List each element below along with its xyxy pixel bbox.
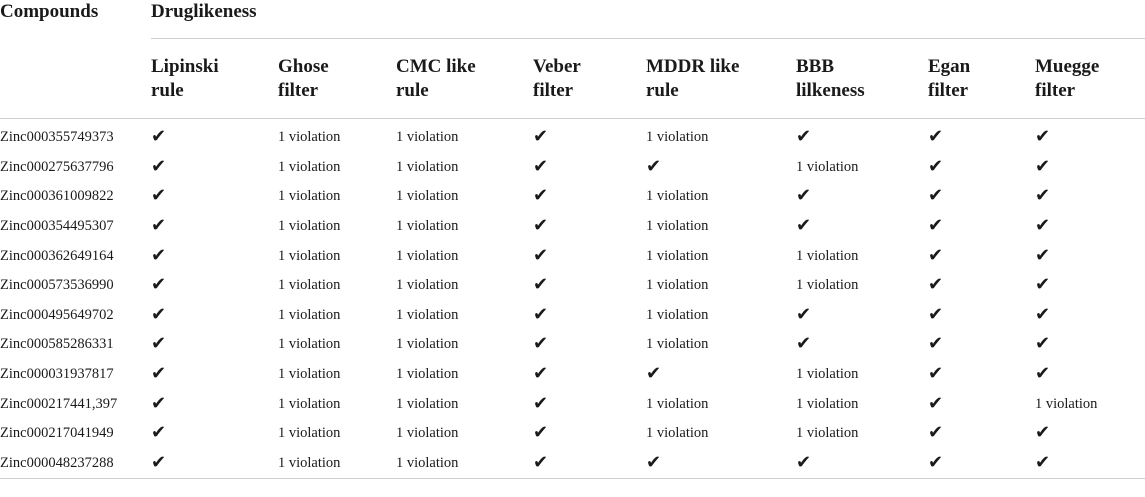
compound-id: Zinc000355749373 bbox=[0, 129, 114, 146]
pass-cell bbox=[928, 419, 1035, 449]
check-icon: ✔ bbox=[1035, 422, 1051, 444]
compound-id: Zinc000362649164 bbox=[0, 247, 114, 264]
check-icon: ✔ bbox=[928, 244, 944, 266]
pass-cell bbox=[151, 419, 278, 449]
rule-header-line: Lipinski bbox=[151, 56, 219, 77]
violation-cell: 1 violation bbox=[396, 449, 533, 479]
rule-header-line: BBB bbox=[796, 56, 835, 77]
check-icon: ✔ bbox=[646, 451, 662, 473]
pass-cell bbox=[151, 153, 278, 183]
pass-cell bbox=[928, 271, 1035, 301]
pass-cell bbox=[928, 153, 1035, 183]
compound-id: Zinc000585286331 bbox=[0, 336, 114, 353]
check-icon: ✔ bbox=[533, 333, 549, 355]
compound-id: Zinc000354495307 bbox=[0, 218, 114, 235]
pass-cell bbox=[151, 301, 278, 331]
violation-cell: 1 violation bbox=[396, 395, 459, 412]
pass-cell bbox=[151, 212, 278, 242]
pass-cell bbox=[796, 330, 928, 360]
check-icon: ✔ bbox=[928, 303, 944, 325]
pass-cell bbox=[1035, 419, 1145, 449]
compound-id: Zinc000361009822 bbox=[0, 188, 114, 205]
violation-cell: 1 violation bbox=[278, 336, 341, 353]
rule-header-6 bbox=[928, 39, 1035, 119]
check-icon: ✔ bbox=[928, 155, 944, 177]
violation-cell: 1 violation bbox=[646, 188, 709, 205]
violation-cell: 1 violation bbox=[396, 277, 459, 294]
pass-cell bbox=[533, 389, 646, 419]
check-icon: ✔ bbox=[151, 215, 167, 237]
pass-cell bbox=[1035, 301, 1145, 331]
check-icon: ✔ bbox=[1035, 185, 1051, 207]
violation-cell: 1 violation bbox=[278, 306, 341, 323]
check-icon: ✔ bbox=[928, 274, 944, 296]
rule-header-line: filter bbox=[928, 80, 969, 101]
pass-cell bbox=[151, 389, 278, 419]
check-icon: ✔ bbox=[151, 422, 167, 444]
rule-header-line: Ghose bbox=[278, 56, 329, 77]
compound-id: Zinc000217441,397 bbox=[0, 395, 118, 412]
pass-cell bbox=[533, 419, 646, 449]
pass-cell bbox=[646, 360, 796, 390]
pass-cell bbox=[151, 119, 278, 153]
violation-cell: 1 violation bbox=[646, 129, 709, 146]
rule-header-line: rule bbox=[151, 80, 184, 101]
check-icon: ✔ bbox=[928, 363, 944, 385]
table-body bbox=[0, 119, 1145, 479]
check-icon: ✔ bbox=[1035, 244, 1051, 266]
check-icon: ✔ bbox=[1035, 451, 1051, 473]
check-icon: ✔ bbox=[533, 126, 549, 148]
pass-cell bbox=[928, 360, 1035, 390]
violation-cell: 1 violation bbox=[646, 277, 709, 294]
check-icon: ✔ bbox=[1035, 274, 1051, 296]
pass-cell bbox=[533, 271, 646, 301]
violation-cell: 1 violation bbox=[278, 188, 341, 205]
compound-id: Zinc000031937817 bbox=[0, 366, 114, 383]
check-icon: ✔ bbox=[533, 422, 549, 444]
pass-cell bbox=[646, 449, 796, 479]
violation-cell: 1 violation bbox=[646, 336, 709, 353]
pass-cell bbox=[1035, 241, 1145, 271]
check-icon: ✔ bbox=[928, 126, 944, 148]
check-icon: ✔ bbox=[533, 451, 549, 473]
check-icon: ✔ bbox=[1035, 363, 1051, 385]
compound-id: Zinc000217041949 bbox=[0, 425, 114, 442]
check-icon: ✔ bbox=[151, 392, 167, 414]
violation-cell: 1 violation bbox=[646, 425, 709, 442]
rule-header-2 bbox=[396, 39, 533, 119]
table-row bbox=[0, 330, 1145, 360]
pass-cell bbox=[928, 182, 1035, 212]
table-row bbox=[0, 419, 1145, 449]
rule-header-line: lilkeness bbox=[796, 80, 865, 101]
check-icon: ✔ bbox=[646, 155, 662, 177]
check-icon: ✔ bbox=[1035, 215, 1051, 237]
violation-cell: 1 violation bbox=[1035, 395, 1098, 412]
check-icon: ✔ bbox=[151, 274, 167, 296]
druglikeness-header: Druglikeness bbox=[151, 0, 1145, 39]
table-row bbox=[0, 301, 1145, 331]
check-icon: ✔ bbox=[928, 333, 944, 355]
check-icon: ✔ bbox=[151, 126, 167, 148]
check-icon: ✔ bbox=[928, 422, 944, 444]
pass-cell bbox=[533, 241, 646, 271]
compound-id: Zinc000275637796 bbox=[0, 158, 114, 175]
check-icon: ✔ bbox=[796, 126, 812, 148]
pass-cell bbox=[928, 389, 1035, 419]
check-icon: ✔ bbox=[151, 244, 167, 266]
rule-header-line: rule bbox=[646, 80, 679, 101]
violation-cell: 1 violation bbox=[396, 129, 459, 146]
violation-cell: 1 violation bbox=[396, 158, 459, 175]
check-icon: ✔ bbox=[151, 303, 167, 325]
check-icon: ✔ bbox=[796, 451, 812, 473]
check-icon: ✔ bbox=[533, 185, 549, 207]
violation-cell: 1 violation bbox=[396, 306, 459, 323]
rule-header-1 bbox=[278, 39, 396, 119]
pass-cell bbox=[151, 241, 278, 271]
violation-cell: 1 violation bbox=[646, 218, 709, 235]
check-icon: ✔ bbox=[533, 215, 549, 237]
check-icon: ✔ bbox=[151, 333, 167, 355]
rule-header-line: CMC like bbox=[396, 56, 476, 77]
rule-header-line: Muegge bbox=[1035, 56, 1100, 77]
table-row bbox=[0, 449, 1145, 479]
pass-cell bbox=[533, 212, 646, 242]
violation-cell: 1 violation bbox=[796, 158, 859, 175]
rule-header-line: rule bbox=[396, 80, 429, 101]
check-icon: ✔ bbox=[1035, 333, 1051, 355]
check-icon: ✔ bbox=[151, 185, 167, 207]
violation-cell: 1 violation bbox=[278, 366, 341, 383]
violation-cell: 1 violation bbox=[396, 366, 459, 383]
pass-cell bbox=[928, 449, 1035, 479]
pass-cell bbox=[928, 241, 1035, 271]
check-icon: ✔ bbox=[1035, 126, 1051, 148]
violation-cell: 1 violation bbox=[396, 425, 459, 442]
violation-cell: 1 violation bbox=[278, 158, 341, 175]
pass-cell bbox=[533, 330, 646, 360]
check-icon: ✔ bbox=[928, 392, 944, 414]
check-icon: ✔ bbox=[151, 451, 167, 473]
violation-cell: 1 violation bbox=[278, 277, 341, 294]
pass-cell bbox=[1035, 153, 1145, 183]
compound-id: Zinc000048237288 bbox=[0, 449, 151, 479]
check-icon: ✔ bbox=[796, 303, 812, 325]
pass-cell bbox=[928, 119, 1035, 153]
violation-cell: 1 violation bbox=[396, 218, 459, 235]
pass-cell bbox=[928, 212, 1035, 242]
check-icon: ✔ bbox=[533, 155, 549, 177]
rule-header-line: filter bbox=[533, 80, 574, 101]
violation-cell: 1 violation bbox=[396, 247, 459, 264]
rule-header-5 bbox=[796, 39, 928, 119]
pass-cell bbox=[1035, 330, 1145, 360]
table-row bbox=[0, 212, 1145, 242]
violation-cell: 1 violation bbox=[278, 218, 341, 235]
check-icon: ✔ bbox=[796, 215, 812, 237]
pass-cell bbox=[533, 153, 646, 183]
violation-cell: 1 violation bbox=[646, 306, 709, 323]
compound-id: Zinc000495649702 bbox=[0, 306, 114, 323]
table-row bbox=[0, 389, 1145, 419]
rule-header-line: filter bbox=[278, 80, 319, 101]
check-icon: ✔ bbox=[533, 392, 549, 414]
pass-cell bbox=[151, 449, 278, 479]
table-row bbox=[0, 360, 1145, 390]
rule-header-4 bbox=[646, 39, 796, 119]
pass-cell bbox=[1035, 119, 1145, 153]
pass-cell bbox=[796, 182, 928, 212]
check-icon: ✔ bbox=[796, 185, 812, 207]
violation-cell: 1 violation bbox=[396, 336, 459, 353]
check-icon: ✔ bbox=[1035, 155, 1051, 177]
pass-cell bbox=[646, 153, 796, 183]
pass-cell bbox=[796, 119, 928, 153]
pass-cell bbox=[533, 449, 646, 479]
violation-cell: 1 violation bbox=[278, 129, 341, 146]
violation-cell: 1 violation bbox=[796, 366, 859, 383]
check-icon: ✔ bbox=[533, 244, 549, 266]
rule-header-line: filter bbox=[1035, 80, 1076, 101]
rule-header-line: MDDR like bbox=[646, 56, 740, 77]
rule-header-line: Egan bbox=[928, 56, 971, 77]
compounds-header: Compounds bbox=[0, 0, 151, 119]
header-row-rules bbox=[0, 39, 1145, 119]
violation-cell: 1 violation bbox=[278, 449, 396, 479]
violation-cell: 1 violation bbox=[796, 425, 859, 442]
pass-cell bbox=[1035, 212, 1145, 242]
check-icon: ✔ bbox=[151, 363, 167, 385]
pass-cell bbox=[533, 360, 646, 390]
table-row bbox=[0, 271, 1145, 301]
pass-cell bbox=[151, 360, 278, 390]
check-icon: ✔ bbox=[928, 185, 944, 207]
pass-cell bbox=[928, 330, 1035, 360]
pass-cell bbox=[1035, 271, 1145, 301]
check-icon: ✔ bbox=[928, 215, 944, 237]
check-icon: ✔ bbox=[1035, 303, 1051, 325]
pass-cell bbox=[1035, 360, 1145, 390]
check-icon: ✔ bbox=[796, 333, 812, 355]
pass-cell bbox=[151, 271, 278, 301]
pass-cell bbox=[151, 330, 278, 360]
violation-cell: 1 violation bbox=[278, 247, 341, 264]
header-row-group bbox=[0, 0, 1145, 39]
violation-cell: 1 violation bbox=[646, 395, 709, 412]
pass-cell bbox=[533, 301, 646, 331]
check-icon: ✔ bbox=[151, 155, 167, 177]
check-icon: ✔ bbox=[533, 303, 549, 325]
violation-cell: 1 violation bbox=[646, 247, 709, 264]
pass-cell bbox=[796, 449, 928, 479]
table-row bbox=[0, 182, 1145, 212]
table-row bbox=[0, 241, 1145, 271]
violation-cell: 1 violation bbox=[278, 395, 341, 412]
check-icon: ✔ bbox=[533, 363, 549, 385]
compound-id: Zinc000573536990 bbox=[0, 277, 114, 294]
violation-cell: 1 violation bbox=[278, 425, 341, 442]
rule-header-3 bbox=[533, 39, 646, 119]
rule-header-7 bbox=[1035, 39, 1145, 119]
pass-cell bbox=[1035, 182, 1145, 212]
pass-cell bbox=[796, 212, 928, 242]
pass-cell bbox=[151, 182, 278, 212]
violation-cell: 1 violation bbox=[796, 247, 859, 264]
pass-cell bbox=[796, 301, 928, 331]
violation-cell: 1 violation bbox=[796, 277, 859, 294]
check-icon: ✔ bbox=[928, 451, 944, 473]
pass-cell bbox=[928, 301, 1035, 331]
violation-cell: 1 violation bbox=[796, 395, 859, 412]
table-row bbox=[0, 119, 1145, 153]
rule-header-0 bbox=[151, 39, 278, 119]
pass-cell bbox=[1035, 449, 1145, 479]
table-row bbox=[0, 153, 1145, 183]
violation-cell: 1 violation bbox=[396, 188, 459, 205]
check-icon: ✔ bbox=[533, 274, 549, 296]
pass-cell bbox=[533, 119, 646, 153]
rule-header-line: Veber bbox=[533, 56, 581, 77]
pass-cell bbox=[533, 182, 646, 212]
check-icon: ✔ bbox=[646, 363, 662, 385]
